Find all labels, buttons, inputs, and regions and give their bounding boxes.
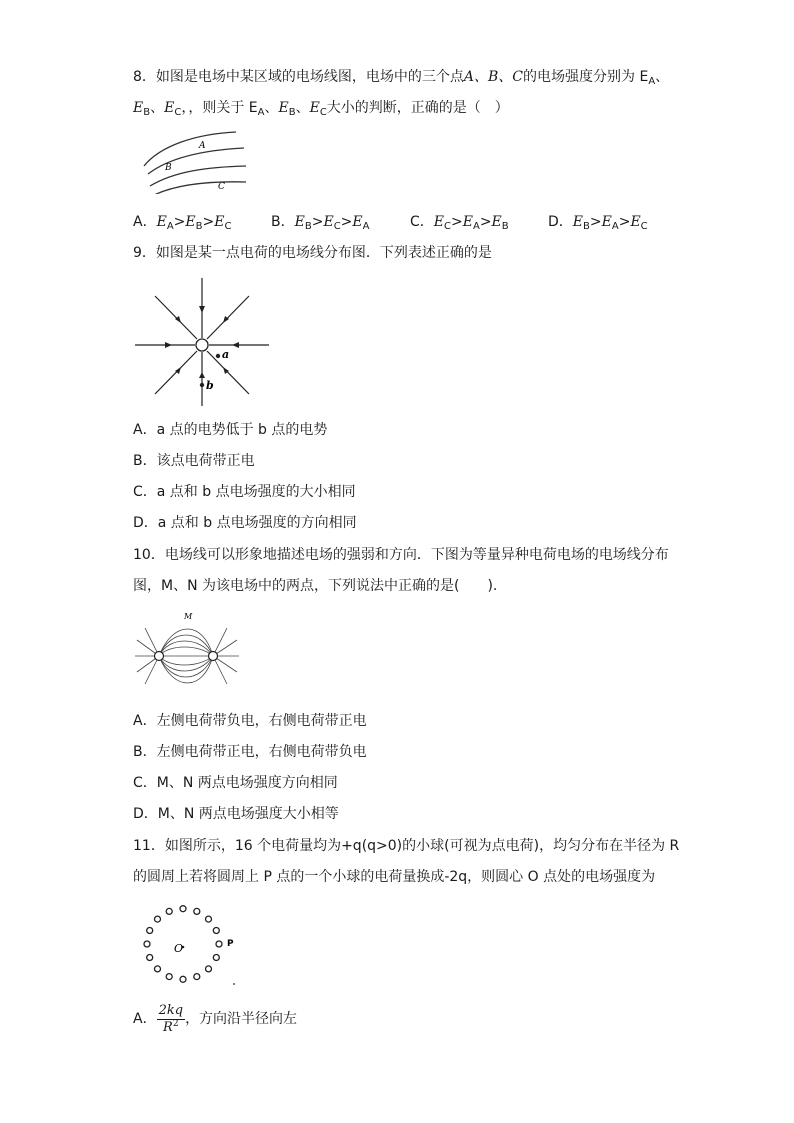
- charge-ball: [206, 916, 212, 922]
- q11-label-P: P: [227, 939, 234, 949]
- charge-ball: [180, 976, 186, 982]
- q10-label-M: M: [184, 612, 193, 621]
- charge-ball: [147, 955, 153, 961]
- q10-dipole-field-figure: [133, 610, 243, 690]
- q9-label-a: a: [222, 348, 230, 361]
- q9-stem: 9．如图是某一点电荷的电场线分布图．下列表述正确的是: [133, 245, 492, 261]
- q8-label-B: B: [165, 163, 172, 173]
- q8-field-lines-figure: [140, 124, 250, 194]
- q8-stem-line1: 8．如图是电场中某区域的电场线图，电场中的三个点A、B、C的电场强度分别为 $E_A$、: [133, 69, 670, 87]
- q9-point-charge-figure: [135, 276, 270, 408]
- q9-option-a[interactable]: A．a 点的电势低于 b 点的电势: [133, 422, 328, 438]
- charge-ball: [213, 928, 219, 934]
- q8-option-c[interactable]: C．$E_C>E_A>E_B$: [410, 214, 509, 232]
- q10-option-b[interactable]: B．左侧电荷带正电，右侧电荷带负电: [133, 744, 367, 760]
- q10-option-d[interactable]: D．M、N 两点电场强度大小相等: [133, 806, 339, 822]
- charge-ball: [194, 908, 200, 914]
- q8-label-C: C: [218, 182, 225, 192]
- charge-ball-p: [216, 941, 222, 947]
- q10-stem-line2: 图，M、N 为该电场中的两点，下列说法中正确的是( ).: [133, 578, 498, 594]
- q9-option-c[interactable]: C．a 点和 b 点电场强度的大小相同: [133, 484, 356, 500]
- q10-option-c[interactable]: C．M、N 两点电场强度方向相同: [133, 775, 338, 791]
- q11-stem-line2: 的圆周上若将圆周上 P 点的一个小球的电荷量换成-2q，则圆心 O 点处的电场强度为: [133, 869, 656, 885]
- q11-option-a-fraction: $\frac{2kq}{R^2}$: [158, 1002, 184, 1035]
- charge-ball: [206, 966, 212, 972]
- q11-stem-line1: 11．如图所示，16 个电荷量均为+q(q>0)的小球(可视为点电荷)，均匀分布在半径为 R: [133, 838, 680, 854]
- q8-option-a[interactable]: A．$E_A>E_B>E_C$: [133, 214, 232, 232]
- q8-label-A: A: [199, 141, 206, 151]
- q11-option-a[interactable]: A． $\frac{2kq}{R^2}$ ，方向沿半径向左: [133, 1002, 298, 1035]
- charge-ball: [213, 955, 219, 961]
- q9-option-b[interactable]: B．该点电荷带正电: [133, 453, 255, 469]
- charge-ball: [180, 906, 186, 912]
- q10-stem-line1: 10．电场线可以形象地描述电场的强弱和方向．下图为等量异种电荷电场的电场线分布: [133, 547, 669, 563]
- charge-ball: [155, 916, 161, 922]
- charge-ball: [147, 928, 153, 934]
- charge-ball: [166, 974, 172, 980]
- charge-ball: [144, 941, 150, 947]
- q8-points-label: A、B、C: [463, 69, 524, 85]
- charge-ball: [166, 908, 172, 914]
- q11-label-O: O: [174, 942, 184, 955]
- q11-ring-of-charges-figure: [138, 898, 244, 988]
- q8-option-b[interactable]: B．$E_B>E_C>E_A$: [271, 214, 370, 232]
- q9-label-b: b: [206, 379, 214, 392]
- q8-stem-line2: $E_B$、$E_C$，，则关于 $E_A$、$E_B$、$E_C$大小的判断，正确的是（ ）: [133, 100, 509, 118]
- charge-ball: [155, 966, 161, 972]
- q10-option-a[interactable]: A．左侧电荷带负电，右侧电荷带正电: [133, 713, 367, 729]
- charge-ball: [194, 974, 200, 980]
- q8-option-d[interactable]: D．$E_B>E_A>E_C$: [548, 214, 648, 232]
- q9-option-d[interactable]: D．a 点和 b 点电场强度的方向相同: [133, 515, 357, 531]
